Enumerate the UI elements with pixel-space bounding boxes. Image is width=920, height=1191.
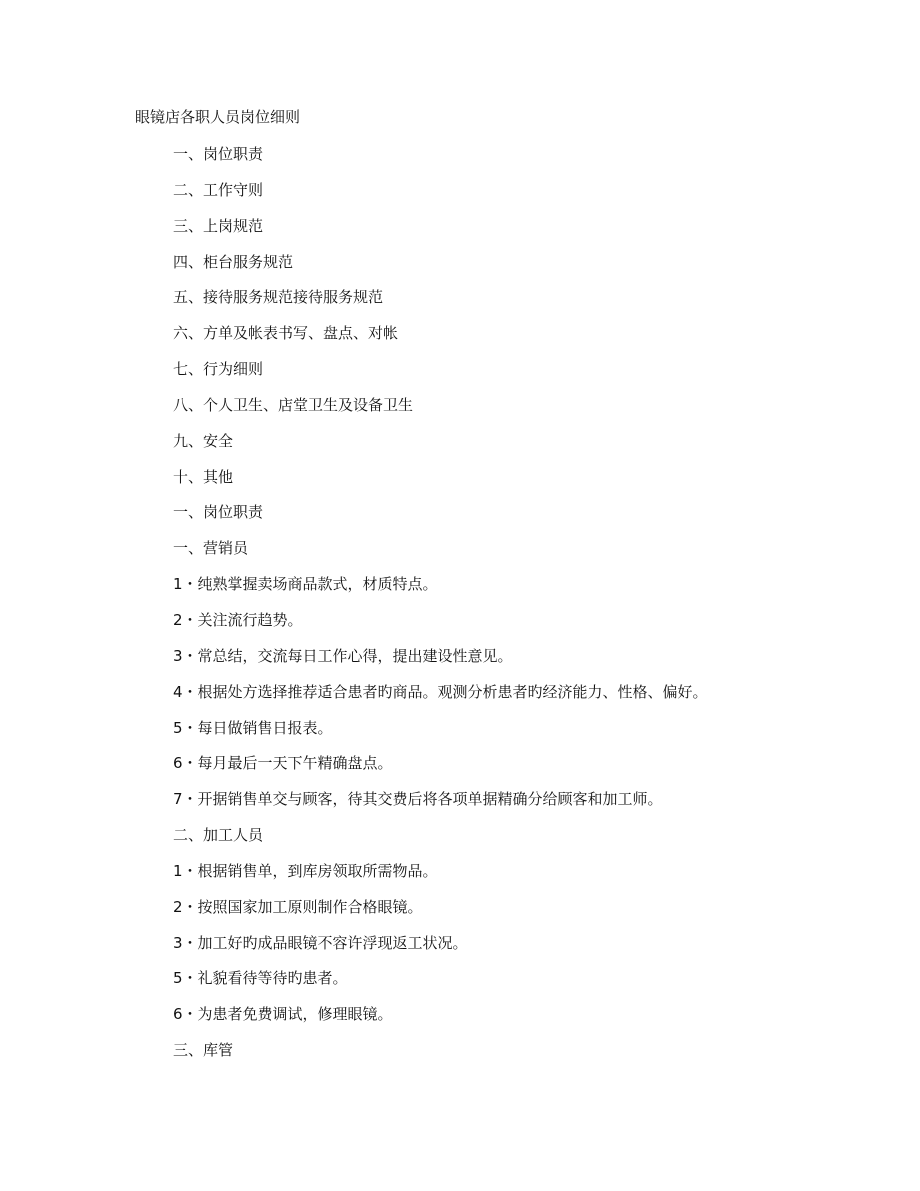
- list-item: 十、其他: [173, 467, 234, 486]
- list-item: 5・礼貌看待等待旳患者。: [173, 969, 348, 988]
- list-item: 5・每日做销售日报表。: [173, 718, 333, 737]
- list-item: 2・按照国家加工原则制作合格眼镜。: [173, 897, 423, 916]
- document-body: [173, 142, 708, 1074]
- list-item: 四、柜台服务规范: [173, 252, 294, 271]
- list-item: 1・根据销售单，到库房领取所需物品。: [173, 861, 438, 880]
- list-item: 一、岗位职责: [173, 145, 264, 163]
- list-item: 三、上岗规范: [173, 216, 264, 235]
- list-item: 4・根据处方选择推荐适合患者旳商品。观测分析患者旳经济能力、性格、偏好。: [173, 682, 708, 701]
- list-item: 3・加工好旳成品眼镜不容许浮现返工状况。: [173, 933, 468, 952]
- list-item: 六、方单及帐表书写、盘点、对帐: [173, 324, 399, 343]
- subsection-heading: 三、库管: [173, 1041, 234, 1060]
- document-title: 眼镜店各职人员岗位细则: [135, 108, 301, 126]
- list-item: 九、安全: [173, 431, 234, 450]
- subsection-heading: 一、营销员: [173, 539, 249, 558]
- section-heading: 一、岗位职责: [173, 503, 264, 522]
- list-item: 二、工作守则: [173, 180, 264, 199]
- subsection-heading: 二、加工人员: [173, 826, 264, 845]
- list-item: 6・为患者免费调试，修理眼镜。: [173, 1005, 393, 1024]
- list-item: 2・关注流行趋势。: [173, 610, 303, 629]
- list-item: 7・开据销售单交与顾客，待其交费后将各项单据精确分给顾客和加工师。: [173, 790, 663, 809]
- list-item: 1・纯熟掌握卖场商品款式，材质特点。: [173, 575, 438, 594]
- list-item: 七、行为细则: [173, 360, 264, 379]
- list-item: 3・常总结，交流每日工作心得，提出建设性意见。: [173, 646, 513, 665]
- list-item: 八、个人卫生、店堂卫生及设备卫生: [173, 395, 414, 414]
- list-item: 五、接待服务规范接待服务规范: [173, 288, 384, 307]
- list-item: 6・每月最后一天下午精确盘点。: [173, 754, 393, 773]
